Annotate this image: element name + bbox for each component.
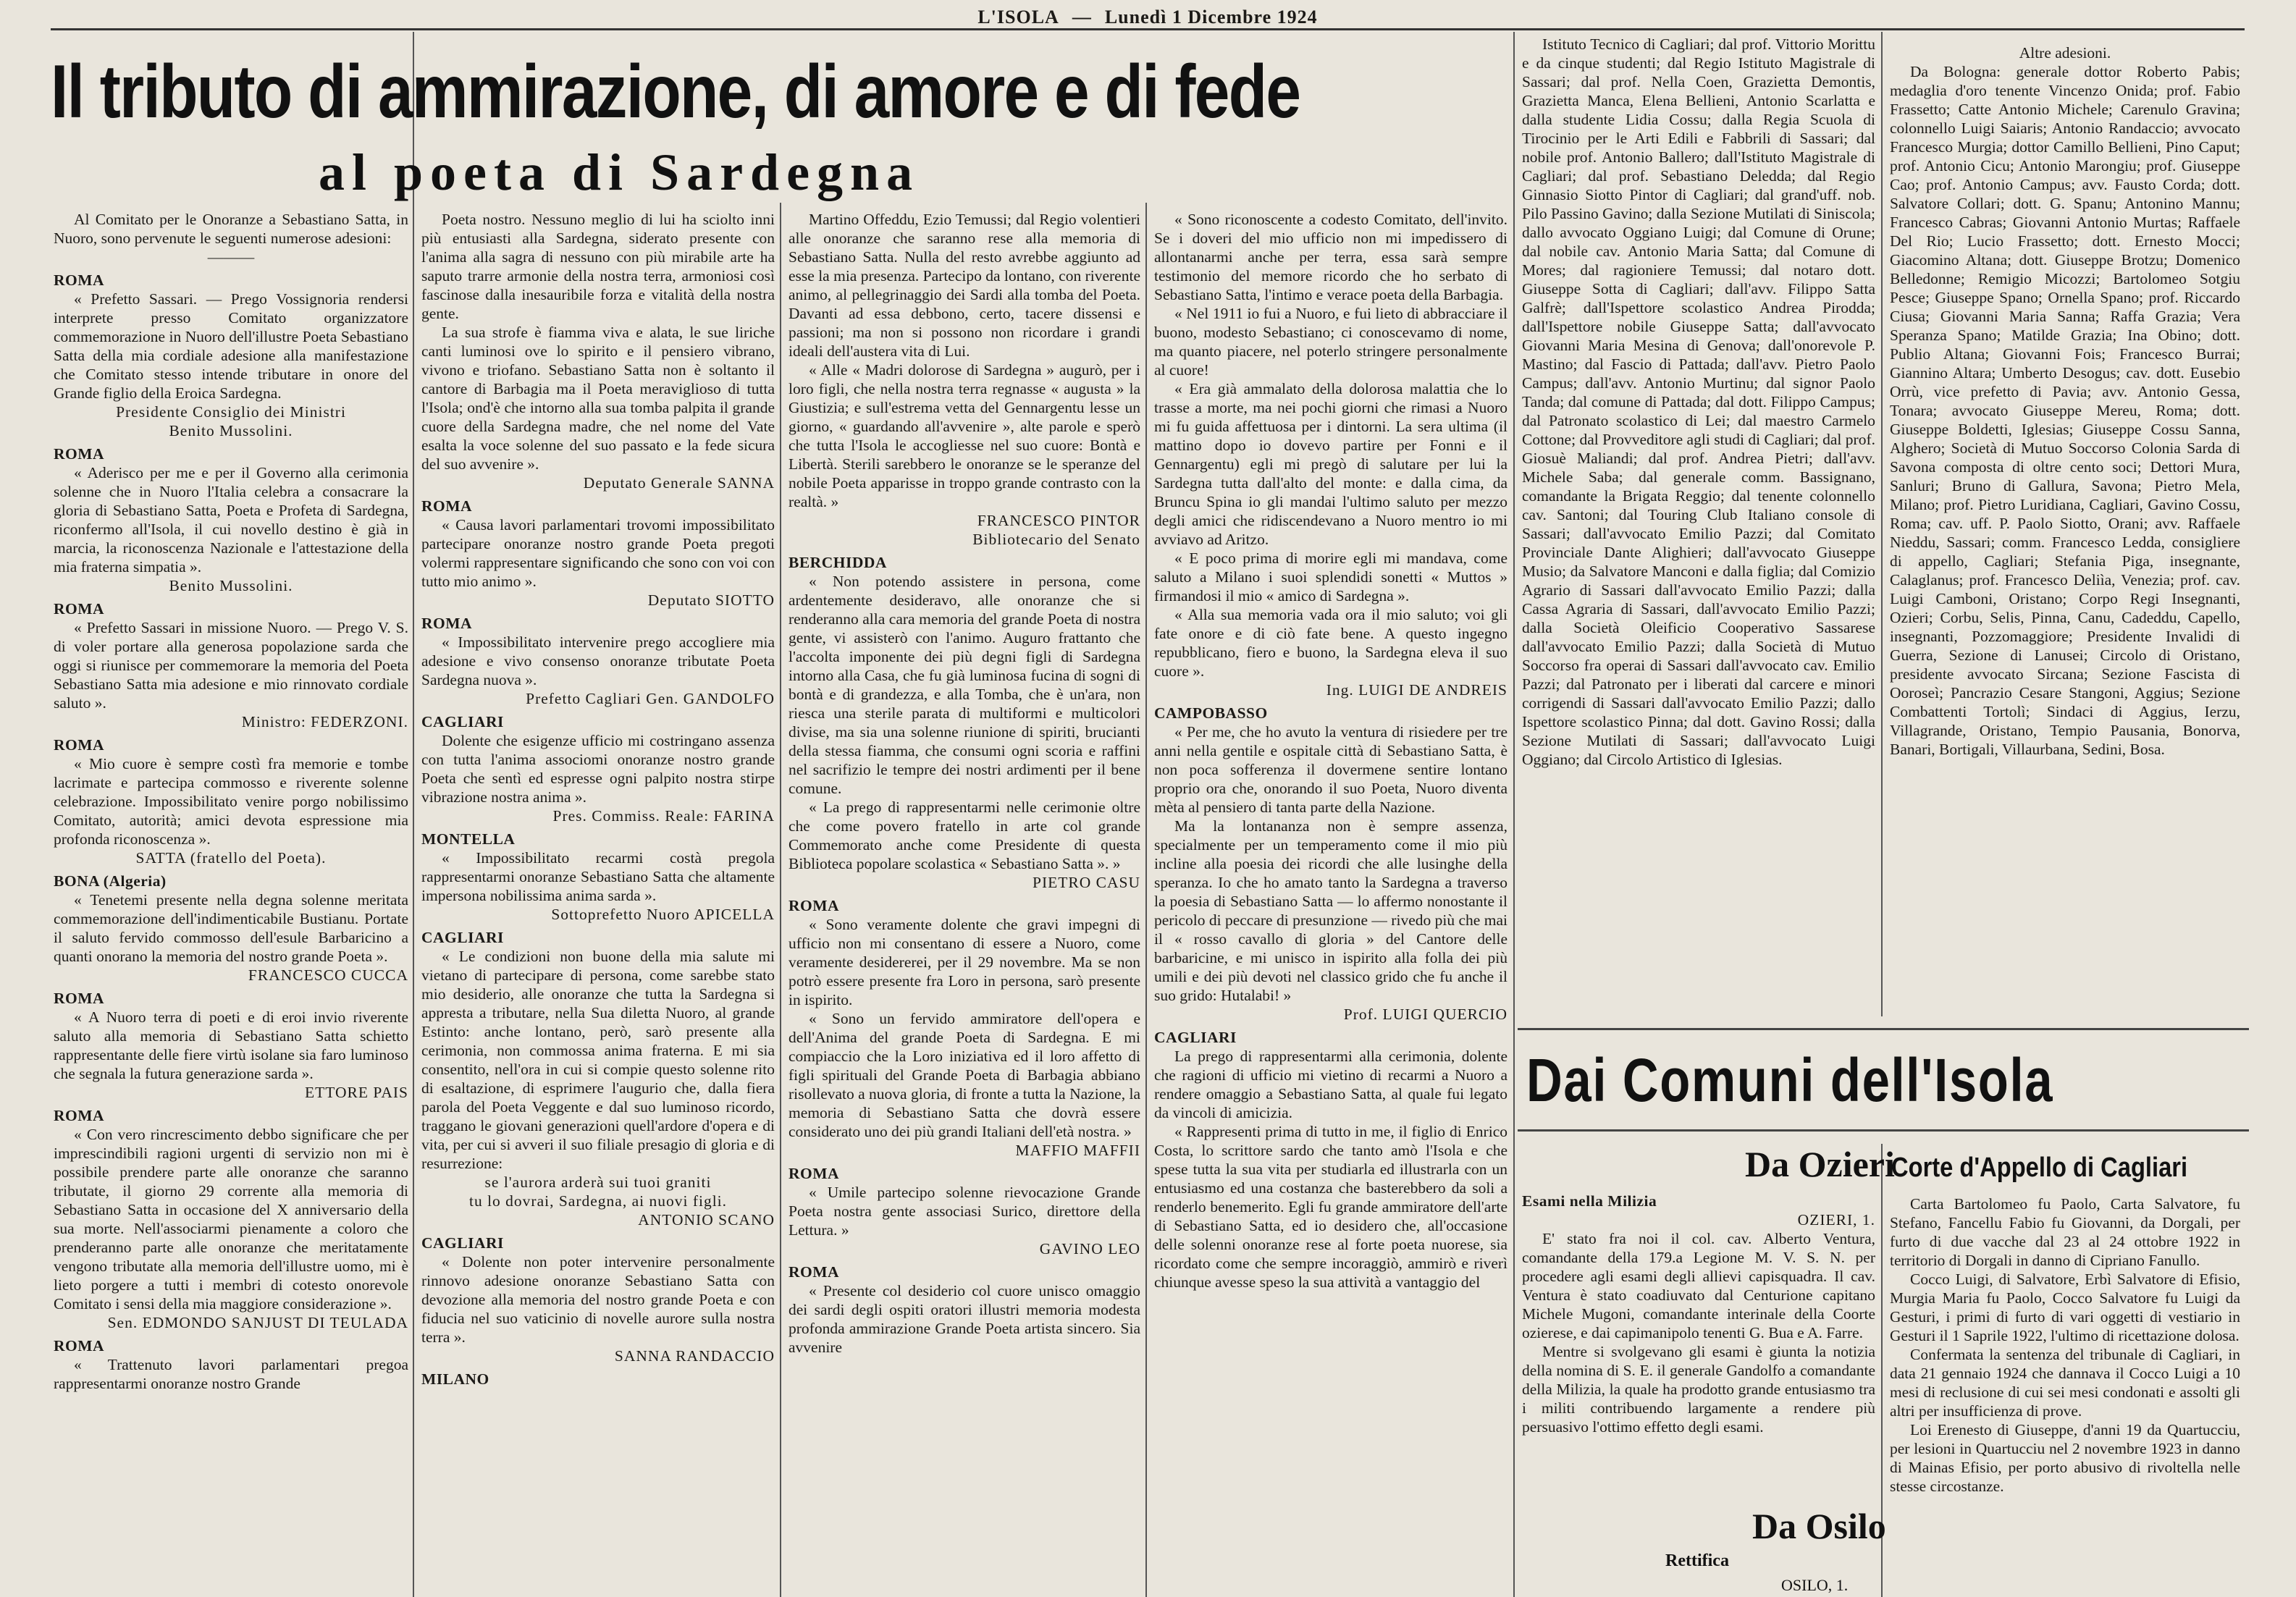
signature: ANTONIO SCANO bbox=[638, 1211, 775, 1229]
paper-name: L'ISOLA bbox=[977, 6, 1059, 28]
dateline-place: ROMA bbox=[421, 615, 473, 632]
paragraph: Poeta nostro. Nessuno meglio di lui ha sciolto inni più entusiasti alla Sardegna, siderato presente con l'anima alla sagra di nessuno con più mirabile arte ha saputo trarre armonie della nostra terra, armoniosi così fascinose dalla inesauribile forza e vitalità della nostra gente. bbox=[421, 211, 775, 322]
paragraph: « Aderisco per me e per il Governo alla cerimonia solenne che in Nuoro l'Italia celebra a consacrare la gloria di Sebastiano Satta, Poeta e Profeta di Sardegna, riconfermo all'Isola, il cui novello destino è già in marcia, la riconoscenza Nazionale e l'attestazione della mia fraterna simpatia ». bbox=[54, 464, 408, 576]
paragraph: « Prefetto Sassari. — Prego Vossignoria rendersi interprete presso Comitato organizzatore commemorazione in Nuoro dell'illustre Poeta Sebastiano Satta della mia cordiale adesione alla manifestazione che Comitato stesso intende tributare in onore del Grande figlio della Eroica Sardegna. bbox=[54, 290, 408, 402]
dateline-place: ROMA bbox=[54, 271, 105, 289]
signature: FRANCESCO PINTOR bbox=[977, 512, 1140, 529]
paragraph: E' stato fra noi il col. cav. Alberto Ventura, comandante della 179.a Legione M. V. S. N. per procedere agli esami degli allievi capisquadra. Il cav. Ventura è stato coadiuvato dal Centurione capitano Michele Mugoni, comandante interinale della Coorte ozierese, e dai capimanipolo tenenti G. Bua e A. Farre. bbox=[1522, 1230, 1875, 1341]
column-rule bbox=[1145, 203, 1147, 1597]
paragraph: « Alla sua memoria vada ora il mio saluto; voi gli fate onore e di ciò fate bene. A questo ingegno repubblicano, fiero e buono, la Sardegna eleva il suo cuore ». bbox=[1154, 606, 1507, 680]
dateline-place: ROMA bbox=[54, 736, 105, 754]
article-column-4 bbox=[1154, 210, 1507, 1597]
paragraph: « E poco prima di morire egli mi mandava, come saluto a Milano i suoi splendidi sonetti « Muttos » firmandosi il mio « amico di Sardegna ». bbox=[1154, 549, 1507, 604]
signature: se l'aurora arderà sui tuoi graniti bbox=[484, 1173, 712, 1191]
dateline-place: ROMA bbox=[54, 990, 105, 1007]
signature: FRANCESCO CUCCA bbox=[248, 966, 408, 984]
paragraph: « Trattenuto lavori parlamentari pregoa rappresentarmi onoranze nostro Grande bbox=[54, 1356, 408, 1392]
signature: SANNA RANDACCIO bbox=[614, 1347, 775, 1365]
dateline-place: ROMA bbox=[789, 1263, 840, 1281]
paragraph: Carta Bartolomeo fu Paolo, Carta Salvatore, fu Stefano, Fancellu Fabio fu Giovanni, da Dorgali, per furto di due vacche dal 23 al 24 ottobre 1922 in territorio di Dorgali in danno di Cipriano Fanullo. bbox=[1890, 1195, 2240, 1269]
dateline-place: CAGLIARI bbox=[421, 1234, 504, 1252]
osilo-heading: Da Osilo bbox=[1752, 1506, 1886, 1546]
subheadline: al poeta di Sardegna bbox=[319, 143, 920, 201]
dateline-place: ROMA bbox=[421, 497, 473, 515]
paragraph: « Era già ammalato della dolorosa malattia che lo trasse a morte, ma nei pochi giorni che rimasi a Nuoro mi fu guida affettuosa per i dintorni. La sera ultima (il mattino dopo io dovevo partire per Fonni e il Gennargentu) egli mi pregò di salutare per lui la Sardegna tutta dall'alto del monte: e dalla cima, da Bruncu Spina io gli mandai l'ultimo saluto per mezzo degli amici che ridiscendevano a Nuoro mentro io mi avviavo ad Aritzo. bbox=[1154, 380, 1507, 548]
paragraph: Loi Erenesto di Giuseppe, d'anni 19 da Quartucciu, per lesioni in Quartucciu nel 2 novembre 1923 in danno di Mainas Efisio, per porto abusivo di rivoltella nelle stesse circostanze. bbox=[1890, 1421, 2240, 1495]
column-rule bbox=[780, 203, 781, 1597]
paragraph: « Impossibilitato intervenire prego accogliere mia adesione e vivo consenso onoranze tributate Poeta Sardegna nuova ». bbox=[421, 633, 775, 688]
paragraph: « Prefetto Sassari in missione Nuoro. — Prego V. S. di voler portare alla generosa popolazione sarda che oggi si riunisce per commemorare la memoria del Poeta Sebastiano Satta mia adesione e mio rinnovato cordiale saluto ». bbox=[54, 619, 408, 712]
dateline-place: BONA (Algeria) bbox=[54, 872, 167, 890]
paragraph: « A Nuoro terra di poeti e di eroi invio riverente saluto alla memoria di Sebastiano Satta schietto rappresentante delle fiere virtù isolane sia faro luminoso che segnala la futura generazione sarda ». bbox=[54, 1008, 408, 1082]
paragraph: Dolente che esigenze ufficio mi costringano assenza con tutta l'anima associomi onoranze nostro grande Poeta che sentì ed espresse ogni palpito nostra stirpe vibrazione nostra anima ». bbox=[421, 732, 775, 806]
headline: Il tributo di ammirazione, di amore e di fede bbox=[51, 50, 1300, 134]
paragraph: « Presente col desiderio col cuore unisco omaggio dei sardi degli ospiti oratori illustri memoria modesta profonda ammirazione Grande Poeta artista sincero. Sia avvenire bbox=[789, 1282, 1140, 1356]
paragraph: « Sono riconoscente a codesto Comitato, dell'invito. Se i doveri del mio ufficio non mi impedissero di allontanarmi anche per terra, essa sarà sempre testimonio del memore ricordo che ho serbato di Sebastiano Satta, l'intimo e verace poeta della Barbagia. bbox=[1154, 211, 1507, 303]
ozieri-heading: Da Ozieri bbox=[1745, 1144, 1895, 1184]
signature: PIETRO CASU bbox=[1033, 874, 1140, 891]
signature: ETTORE PAIS bbox=[304, 1084, 408, 1101]
section-rule bbox=[1518, 1028, 2249, 1030]
paragraph: « La prego di rappresentarmi nelle cerimonie oltre che come povero fratello in arte col grande Commemorato anche come Presidente di questa Biblioteca popolare scolastica « Sebastiano Satta ». » bbox=[789, 798, 1140, 872]
paragraph: « Con vero rincrescimento debbo significare che per imprescindibili ragioni urgenti di servizio non mi è possibile prendere parte alle onoranze che saranno tributate, il giorno 29 corrente alla memoria di Sebastiano Satta in occasione del X anniversario della sua morte. Nell'associarmi pienamente a coloro che prenderanno parte alle onoranze che meritatamente vengono tributate alla memoria dell'illustre uomo, mi è lieto porgere a tutti i membri di cotesto onorevole Comitato i sensi della mia maggiore considerazione ». bbox=[54, 1126, 408, 1312]
dateline-place: ROMA bbox=[54, 600, 105, 618]
signature: Ing. LUIGI DE ANDREIS bbox=[1326, 681, 1507, 699]
article-column-1 bbox=[54, 210, 408, 1597]
signature: Prefetto Cagliari Gen. GANDOLFO bbox=[526, 690, 775, 707]
paragraph: « Alle « Madri dolorose di Sardegna » augurò, per i loro figli, che nella nostra terra regnasse « augusta » la Giustizia; e sull'estrema vetta del Gennargentu lesse un giorno, « guardando all'avvenire », alte parole e sperò che tutta l'Isola le accogliesse nel suo cuore: Bontà e Libertà. Sterili sarebbero le onoranze se le speranze del nobile Poeta apparisse in troppo grande contrasto con la realtà. » bbox=[789, 361, 1140, 510]
signature: tu lo dovrai, Sardegna, ai nuovi figli. bbox=[468, 1192, 728, 1210]
signature: SATTA (fratello del Poeta). bbox=[135, 849, 327, 867]
signature: Bibliotecario del Senato bbox=[972, 531, 1140, 548]
paragraph: La prego di rappresentarmi alla cerimonia, dolente che ragioni di ufficio mi vietino di recarmi a Nuoro a rendere omaggio a Sebastiano Satta, al quale fui legato da vincoli di amicizia. bbox=[1154, 1048, 1507, 1121]
paragraph: Ma la lontananza non è sempre assenza, specialmente per un temperamento come il mio più incline alla poesia dei ricordi che alle lusinghe della speranza. Io che ho amato tanto la Sardegna a traverso la poesia di Sebastiano Satta — lo affermo nonostante il pericolo di peccare di presunzione — rivedo più che mai il « rosso cavallo di gloria » del Cantore delle barbaricine, e mi unisco in ispirito alla folla dei più umili e dei più devoti nel classico grido che fu anche il suo grido: Hutalabi! » bbox=[1154, 817, 1507, 1004]
column-rule bbox=[1881, 32, 1883, 1016]
section-rule bbox=[1518, 1129, 2249, 1132]
paragraph: « Dolente non poter intervenire personalmente rinnovo adesione onoranze Sebastiano Satta con devozione alla memoria del nostro grande Poeta e con fiducia nel suo vaticinio di novelle aurore sulla nostra terra ». bbox=[421, 1253, 775, 1346]
dateline-place: CAGLIARI bbox=[421, 929, 504, 946]
dateline-place: MILANO bbox=[421, 1370, 489, 1388]
paragraph: « Tenetemi presente nella degna solenne meritata commemorazione dell'indimenticabile Bustianu. Portate il saluto fervido commosso dell'esule Barbaricino a quanti onorano la memoria del nostro grande Poeta ». bbox=[54, 891, 408, 965]
paragraph: « Causa lavori parlamentari trovomi impossibilitato partecipare onoranze nostro grande Poeta pregoti volermi rappresentare significando che sono con voi con tutto mio animo ». bbox=[421, 516, 775, 590]
column-rule bbox=[413, 32, 414, 1597]
signature: Ministro: FEDERZONI. bbox=[241, 713, 408, 730]
paragraph: « Impossibilitato recarmi costà pregola rappresentarmi onoranze Sebastiano Satta che altamente impersona nobilissima anima sarda ». bbox=[421, 849, 775, 904]
paragraph: La sua strofe è fiamma viva e alata, le sue liriche canti luminosi ove lo spirito e il pensiero vibrano, vivono e triofano. Sebastiano Satta non è soltanto il cantore di Barbagia ma il Poeta meraviglioso di tutta l'Isola; ond'è che intorno alla sua tomba palpita il grande cuore della Sardegna madre, che nel nome del Vate esalta la voce solenne del suo passato e la fede sicura del suo avvenire ». bbox=[421, 324, 775, 473]
paragraph: « Sono veramente dolente che gravi impegni di ufficio non mi consentano di essere a Nuoro, come veramente desidererei, per il 29 novembre. Ma se non potrò essere presente fra Loro in persona, sarò presente in ispirito. bbox=[789, 916, 1140, 1008]
column-rule bbox=[1513, 32, 1515, 1597]
masthead bbox=[51, 6, 2245, 30]
paragraph: « Rappresenti prima di tutto in me, il figlio di Enrico Costa, lo scrittore sardo che tanto amò l'Isola e che spese tutta la sua vita per studiarla ed illustrarla con un entusiasmo ed una costanza che basterebbero da soli a renderlo benemerito. Egli fu grande ammiratore dell'arte di Sebastiano Satta, ed io desidero che, all'occasione delle solenni onoranze rese al forte poeta nuorese, sia ricordato come che sempre incoraggiò, ammirò e riverì chiunque avesse speso la sua attività a vantaggio del bbox=[1154, 1123, 1507, 1291]
signature: Deputato SIOTTO bbox=[647, 591, 775, 609]
paragraph: « Per me, che ho avuto la ventura di risiedere per tre anni nella gentile e ospitale città di Sebastiano Satta, è non poca sofferenza il dovermene sentire lontano proprio ora che, onorando il suo Poeta, Nuoro diventa mèta al pensiero di tanta parte della Nazione. bbox=[1154, 723, 1507, 816]
dateline-place: CAMPOBASSO bbox=[1154, 704, 1268, 722]
paragraph: Martino Offeddu, Ezio Temussi; dal Regio volentieri alle onoranze che saranno rese alla memoria di Sebastiano Satta. Nulla del resto avrebbe aggiunto ad esse la mia presenza. Partecipo da lontano, con riverente animo, al pellegrinaggio dei Sardi alla tomba del Poeta. Davanti ad essa debbono, certo, tacere dissensi e passioni; ma non si possono non ricordare i grandi ideali dell'austera vita di Lui. bbox=[789, 211, 1140, 360]
osilo-dateline: OSILO, 1. bbox=[1781, 1576, 1849, 1594]
osilo-subheading: Rettifica bbox=[1665, 1551, 1729, 1570]
paragraph: « Nel 1911 io fui a Nuoro, e fui lieto di abbracciare il buono, modesto Sebastiano; ci conoscevamo di nome, ma quanto piacere, nel poterlo stringere personalmente al cuore! bbox=[1154, 305, 1507, 379]
article-column-3 bbox=[789, 210, 1140, 1597]
ozieri-article bbox=[1522, 1187, 1875, 1499]
dateline-place: MONTELLA bbox=[421, 830, 516, 848]
signature: Pres. Commiss. Reale: FARINA bbox=[552, 807, 775, 825]
signature: Sen. EDMONDO SANJUST DI TEULADA bbox=[107, 1314, 408, 1331]
paragraph: « Mio cuore è sempre costì fra memorie e tombe lacrimate e partecipa commosso e riverente solenne celebrazione. Impossibilitato venire porgo nobilissimo Comitato, autorità; amici devota espressione mia profonda riconoscenza ». bbox=[54, 755, 408, 848]
article-column-2 bbox=[421, 210, 775, 1597]
dateline-place: Esami nella Milizia bbox=[1522, 1192, 1657, 1210]
issue-date: Lunedì 1 Dicembre 1924 bbox=[1104, 6, 1318, 28]
adhesions-column-5 bbox=[1522, 35, 1875, 1021]
paragraph: Da Bologna: generale dottor Roberto Pabis; medaglia d'oro tenente Vincenzo Onida; prof. Fabio Frassetto; Catte Antonio Michele; Carenulo Gravina; colonnello Luigi Saiaris; Antonio Randaccio; avvocato Francesco Murgia; dottor Camillo Bellieni, Pino Caput; prof. Antonio Cicu; Antonio Marongiu; prof. Giuseppe Cao; prof. Antonio Campus; avv. Fausto Corda; dott. Salvatore Collari; dott. G. Spanu; Antonino Mannu; Francesco Cabras; Giovanni Antonio Murtas; Raffaele Del Rio; Lucio Frassetto; dott. Ernesto Mocci; Giacomino Altana; dott. Giuseppe Brotzu; Domenico Belledonne; Remigio Micozzi; Bartolomeo Sotgiu Pesce; Giuseppe Spano; Ornella Spano; prof. Riccardo Ciusa; Giovanni Maria Sanna; Raffa Grazia; Vera Speranza Spano; Matilde Grazia; Ina Obino; dott. Publio Altana; Giovanni Fois; Francesco Burrai; Giannino Altara; Umberto Desogus; cav. dott. Eusebio Orrù, vice prefetto di Pavia; avv. Antonio Gessa, Tonara; avvocato Giuseppe Mereu, Roma; dott. Giuseppe Boldetti, Iglesias; Giuseppe Cossu Sanna, Alghero; Società di Mutuo Soccorso Colonia Sarda di Savona composta di oltre cento soci; Dettori Mura, Sanluri; Bruno di Gallura, Savona; Pietro Mela, Milano; prof. Pietro Luridiana, Cagliari, Gavino Cossu, Roma; cav. uff. P. Paolo Siotto, Orani; avv. Raffaele Nieddu, Sassari; comm. Francesco Ledda, consigliere di appello, Cagliari; Stefania Piga, insegnante, Calaglanus; prof. Francesco Deliìa, Venezia; prof. cav. Luigi Camboni, Oristano; Corpo Regi Insegnanti, Ozieri; Corbu, Selis, Pinna, Canu, Cadeddu, Capello, insegnanti, Pozzomaggiore; Presidente Invalidi di Guerra, Sezione di Lanusei; Circolo di Oristano, presidente avvocato Sircana; Sezione Fascista di Ooroseì; Pancrazio Cesare Stangoni, Aggius; Sezione Combattenti Tortolì; Sindaci di Aggius, Ierzu, Villagrande, Oristano, Tempio Pausania, Bonorva, Banari, Bortigali, Villaurbana, Sedini, Bosa. bbox=[1890, 63, 2240, 758]
signature: GAVINO LEO bbox=[1039, 1240, 1140, 1257]
signature: OZIERI, 1. bbox=[1797, 1211, 1875, 1229]
paragraph: « Non potendo assistere in persona, come ardentemente desideravo, alle onoranze che si renderanno alla cara memoria del grande Poeta di nostra gente, vi assisterò con l'animo. Auguro frattanto che l'accolta imponente dei più degni figli di Sardegna intorno alla Casa, che fu già luminosa fucina di sogni di bontà e di grandezza, e alla Tomba, che è un'ara, non riesca una sterile parata di multiformi e multicolori divise, ma sia una solenne riunione di spiriti, brucianti della stessa fiamma, che consumi ogni scoria e raffini nel sacrifizio le tempre dei nostri ardimenti per il bene comune. bbox=[789, 573, 1140, 797]
paragraph: Confermata la sentenza del tribunale di Cagliari, in data 21 gennaio 1924 che dannava il Cocco Luigi a 10 mesi di reclusione di cui sei mesi condonati e assolti gli altri per insufficienza di prove. bbox=[1890, 1346, 2240, 1420]
signature: Deputato Generale SANNA bbox=[583, 474, 775, 492]
dateline-place: ROMA bbox=[789, 897, 840, 914]
paragraph: Mentre si svolgevano gli esami è giunta la notizia della nomina di S. E. il generale Gandolfo a comandante della Milizia, la quale ha prodotto grande entusiasmo tra i militi contribuendo largamente a rendere più persuasivo l'ottimo effetto degli esami. bbox=[1522, 1343, 1875, 1436]
separator: Altre adesioni. bbox=[2019, 44, 2111, 62]
appello-article bbox=[1890, 1194, 2240, 1597]
section-heading: Dai Comuni dell'Isola bbox=[1526, 1046, 2054, 1114]
adhesions-column-6 bbox=[1890, 43, 2240, 1028]
dateline-place: BERCHIDDA bbox=[789, 554, 887, 571]
paragraph: Al Comitato per le Onoranze a Sebastiano Satta, in Nuoro, sono pervenute le seguenti numerose adesioni: bbox=[54, 211, 408, 247]
dateline-place: ROMA bbox=[789, 1165, 840, 1182]
separator: ——— bbox=[207, 248, 255, 266]
paragraph: « Umile partecipo solenne rievocazione Grande Poeta nostra gente associasi Surico, direttore della Lettura. » bbox=[789, 1184, 1140, 1239]
paragraph: « Le condizioni non buone della mia salute mi vietano di partecipare di persona, come sarebbe stato mio desiderio, alle onoranze che tutta la Sardegna si appresta a tributare, nella Sua diletta Nuoro, al grande Estinto: anche lontano, però, sarò presente alla cerimonia, non commossa anima fraterna. E mi sia consentito, nell'ora in cui si compie questo solenne rito di esaltazione, di esprimere l'augurio che, dalla fiera parola del Poeta Veggente e dal suo luminoso ricordo, traggano le giovani generazioni quell'ardore d'opera e di vita, per cui si avveri il suo filiale presagio di gloria e di resurrezione: bbox=[421, 948, 775, 1172]
dateline-place: ROMA bbox=[54, 445, 105, 463]
signature: Prof. LUIGI QUERCIO bbox=[1343, 1006, 1507, 1023]
signature: Benito Mussolini. bbox=[169, 422, 293, 439]
masthead-separator: — bbox=[1072, 6, 1092, 28]
paragraph: Istituto Tecnico di Cagliari; dal prof. Vittorio Morittu e da cinque studenti; dal Regio Istituto Magistrale di Sassari; dal prof. Nella Coen, Grazietta Demontis, Grazietta Manca, Elena Bellieni, Antonio Scarlatta e dalla studente Lidia Cossu; dalla Regia Scuola di Tirocinio per le Arti Edili e Fabbrili di Sassari; dal nobile prof. Antonio Ballero; dall'Istituto Magistrale di Cagliari; dal prof. Sebastiano Deledda; dal Regio Ginnasio Siotto Pintor di Cagliari; dal grand'uff. nob. Pilo Passino Gavino; dalla Sezione Mutilati di Siniscola; dallo avvocato Oggiano Luigi; dal Comune di Orune; dal nobile cav. Antonio Maria Satta; dal Comune di Mores; dal ragioniere Temussi; dal notaro dott. Giuseppe Sotta di Cagliari; dall'avv. Filippo Satta Galfrè; dall'Ispettore scolastico Andrea Pirodda; dall'Ispettore nobile Giuseppe Satta; dall'avvocato Giovanni Maria Mesina di Genova; dall'onorevole P. Mastino; dal Fascio di Pattada; dall'avv. Pietro Paolo Campus; dall'avv. Antonio Murtinu; dal signor Paolo Tanda; dal comune di Pattada; dal dott. Filippo Campus; dal Patronato scolastico di Lei; dal maestro Carmelo Cottone; dal Provveditore agli studi di Cagliari; dal prof. Giosuè Maliandi; dal prof. Andrea Pietri; dall'avv. Michele Saba; dal generale comm. Bassignano, comandante la Brigata Reggio; dal tenente colonnello cav. Santoni; dal Touring Club Italiano console di Sassari; dall'avvocato Emilio Pazzi; dal Comitato Provinciale Dante Alighieri; dall'avvocato Giuseppe Musio; da Salvatore Manconi e dalla figlia; dal Comizio Agrario di Sassari dall'avvocato Emilio Pazzi; dalla Cassa Agraria di Sassari, dall'avvocato Emilio Pazzi; dalla Società Oleificio Cooperativo Sassarese dall'avvocato Emilio Pazzi; dalla Società di Mutuo Soccorso fra operai di Sassari dall'avvocato cav. Emilio Pazzi; dal Patronato per i liberati dal carcere e minori corrigendi di Sassari dall'avvocato Emilio Pazzi; dallo Ispettore scolastico Pinna; dal dott. Gavino Rossi; dalla Sezione Mutilati di Sassari; dall'avvocato Luigi Oggiano; dal Circolo Artistico di Iglesias. bbox=[1522, 35, 1875, 768]
dateline-place: ROMA bbox=[54, 1107, 105, 1124]
signature: Sottoprefetto Nuoro APICELLA bbox=[551, 906, 775, 923]
dateline-place: CAGLIARI bbox=[421, 713, 504, 730]
paragraph: Cocco Luigi, di Salvatore, Erbì Salvatore di Efisio, Murgia Maria fu Paolo, Cocco Salvatore fu Luigi da Gesturi, i primi di furto di vari oggetti di vestiario in Gesturi il 1 Saprile 1922, l'ultimo di ricettazione dolosa. bbox=[1890, 1271, 2240, 1344]
paragraph: « Sono un fervido ammiratore dell'opera e dell'Anima del grande Poeta di Sardegna. E mi compiaccio che la Loro iniziativa ed il loro affetto di figli spirituali del Grande Poeta di Barbagia abbiano risollevato a nuova gloria, di fronte a tutta la Nazione, la memoria di Sebastiano Satta che dovrà essere considerato uno dei più grandi Italiani dell'età nostra. » bbox=[789, 1010, 1140, 1140]
appello-heading: Corte d'Appello di Cagliari bbox=[1891, 1153, 2188, 1183]
dateline-place: ROMA bbox=[54, 1337, 105, 1354]
signature: Presidente Consiglio dei Ministri bbox=[116, 403, 346, 421]
signature: MAFFIO MAFFII bbox=[1015, 1142, 1140, 1159]
signature: Benito Mussolini. bbox=[169, 577, 293, 594]
dateline-place: CAGLIARI bbox=[1154, 1029, 1237, 1046]
